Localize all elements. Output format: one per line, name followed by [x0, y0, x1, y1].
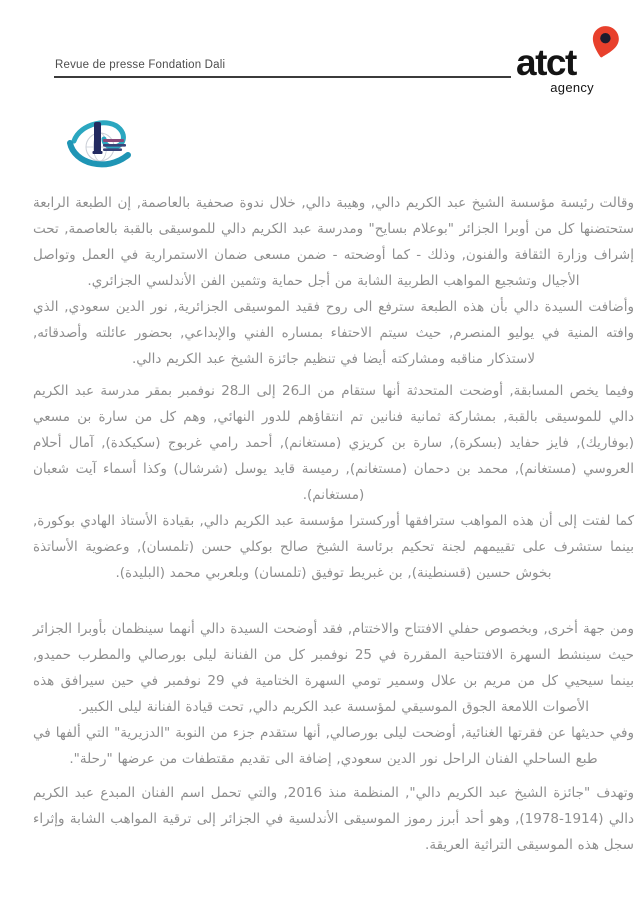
logo-text-line	[103, 144, 126, 147]
agency-logo-wordmark: atct	[516, 42, 576, 83]
location-pin-icon	[590, 25, 620, 59]
article-paragraph: ومن جهة أخرى, وبخصوص حفلي الافتتاح والاختتام, فقد أوضحت السيدة دالي أنهما سينظمان بأوبرا الجزائر حيث سينشط السهرة الافتتاحية المقررة في 25 نوفمبر كل من الفنانة ليلى بورصالي والمطرب حميدو, بينما سيحيي كل من مريم بن علال وسمير تومي السهرة الختامية في 29 نوفمبر في حين سيرافق هذه الأصوات اللامعة الجوق الموسيقي لمؤسسة عبد الكريم دالي, تحت قيادة الفنانة ليلى الكبير.	[33, 621, 634, 715]
agency-logo	[514, 24, 624, 96]
article-paragraph: وتهدف "جائزة الشيخ عبد الكريم دالي", المنظمة منذ 2016, والتي تحمل اسم الفنان المبدع عبد الكريم دالي (1914-1978), وهو أحد أبرز رموز الموسيقى الأندلسية في الجزائر إلى ترقية المواهب الشابة وإثراء سجل هذه الموسيقى التراثية العريقة.	[33, 785, 634, 853]
article-paragraph: كما لفتت إلى أن هذه المواهب سترافقها أوركسترا مؤسسة عبد الكريم دالي, بقيادة الأستاذ الهادي بوكورة, بينما ستشرف على تقييمهم لجنة تحكيم برئاسة الشيخ صالح بوكلي حسن (تلمسان), وعضوية الأساتذة بخوش حسين (قسنطينة), بن غبريط توفيق (تلمسان) وبلعربي محمد (البليدة).	[33, 513, 634, 581]
logo-text-line	[103, 148, 122, 151]
agency-logo-subtitle: agency	[550, 80, 594, 95]
header-divider	[54, 76, 511, 78]
article-paragraph: وقالت رئيسة مؤسسة الشيخ عبد الكريم دالي, وهيبة دالي, خلال ندوة صحفية بالعاصمة, إن الطبعة الرابعة ستحتضنها كل من أوبرا الجزائر "بوعلام بسايح" ومدرسة عبد الكريم دالي للموسيقى بالقبة بالعاصمة, تحت إشراف وزارة الثقافة والفنون, وذلك - كما أوضحته - ضمن مسعى ضمان الاستمرارية في العمل وتواصل الأجيال وتشجيع المواهب الطربية الشابة من أجل حماية وتثمين الفن الأندلسي الجزائري.	[33, 195, 634, 289]
logo-text-line	[103, 139, 124, 142]
article-paragraph: وأضافت السيدة دالي بأن هذه الطبعة سترفع الى روح فقيد الموسيقى الجزائرية, نور الدين سعودي, الذي وافته المنية في يوليو المنصرم, حيث سيتم الاحتفاء بمساره الفني والإبداعي, بحضور عائلته وأصدقائه, لاستذكار مناقبه ومشاركته أيضا في تنظيم جائزة الشيخ عبد الكريم دالي.	[33, 299, 634, 367]
publication-logo eye-tower-press-logo	[62, 115, 138, 173]
article-paragraph: وفي حديثها عن فقرتها الغنائية, أوضحت ليلى بورصالي, أنها ستقدم جزء من النوبة "الدزيرية" التي ألفها في طبع الساحلي الفنان الراحل نور الدين سعودي, إضافة الى تقديم مقتطفات من عرضها "رحلة".	[33, 725, 634, 767]
page-title: Revue de presse Fondation Dali	[55, 59, 226, 71]
article-paragraph: وفيما يخص المسابقة, أوضحت المتحدثة أنها ستقام من الـ26 إلى الـ28 نوفمبر بمقر مدرسة عبد الكريم دالي للموسيقى بالقبة, بمشاركة ثمانية فنانين تم انتقاؤهم للدور النهائي, وهم كل من سارة بن مسعي (بوفاريك), فايز حفايد (بسكرة), سارة بن كريزي (مستغانم), أحمد رامي غربوج (سكيكدة), آمال أحلام العروسي (مستغانم), محمد بن دحمان (مستغانم), رميسة قايد يوسل (شرشال) وكذا أسماء آيت شعبان (مستغانم).	[33, 383, 634, 503]
article-body	[33, 190, 634, 858]
